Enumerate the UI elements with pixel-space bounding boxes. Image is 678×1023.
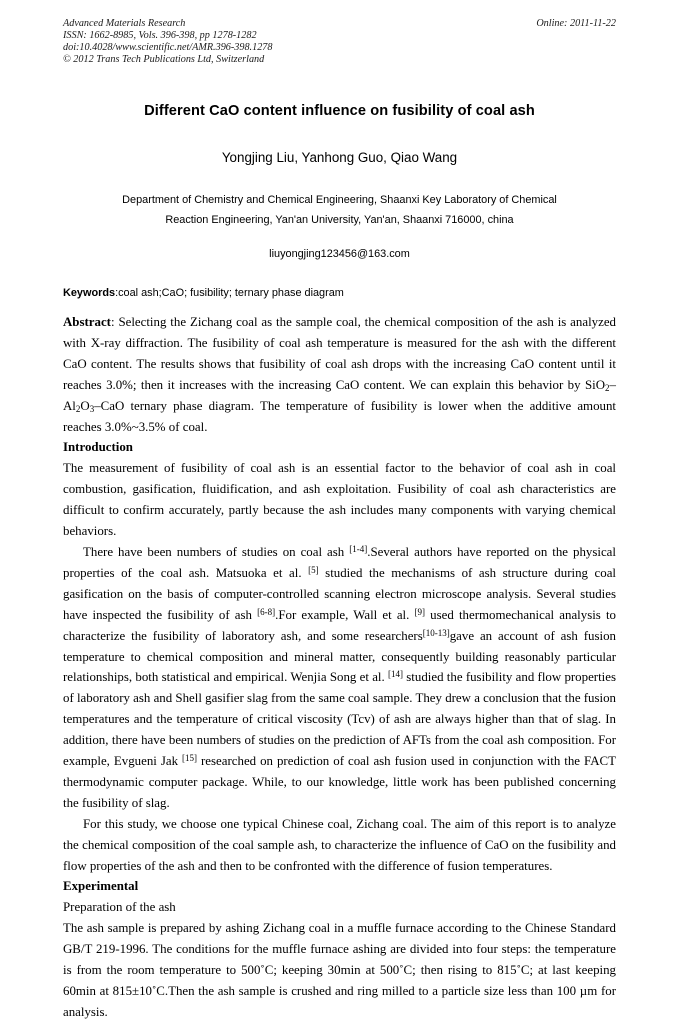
intro-p2-text-h: researched on prediction of coal ash fusion used in conjunction with the FACT thermodynamic computer package. While, to our knowledge, little work has been published concerning the fusibility of slag.	[63, 754, 616, 810]
intro-p2-text-g: studied the fusibility and flow properties of laboratory ash and Shell gasifier slag from the same coal sample. They drew a conclusion that the fusion temperatures and the temperature of critical viscosity (Tcv) of ash are always higher than that of slag. In addition, there have been numbers of studies on the prediction of AFTs from the coal ash composition. For example, Evgueni Jak	[63, 670, 616, 769]
abstract-text-part-1: : Selecting the Zichang coal as the sample coal, the chemical composition of the ash is analyzed with X-ray diffraction. The fusibility of coal ash temperature is measured for the ash with the different CaO content. The results shows that fusibility of coal ash drops with the increasing CaO content until it reaches 3.0%; then it increases with the increasing CaO content. We can explain this behavior by SiO	[63, 315, 616, 392]
intro-p2-text-a: There have been numbers of studies on coal ash	[83, 544, 350, 559]
intro-p2-text-b: .Several authors have reported on the physical properties of the coal ash. Matsuoka et al.	[63, 544, 616, 580]
intro-p2-text-f: gave an account of ash fusion temperature to chemical composition and mineral matter, consequently building reasonably particular relationships, both statistical and empirical. Wenjia Song et al.	[63, 628, 616, 685]
affiliation-line-1: Department of Chemistry and Chemical Engineering, Shaanxi Key Laboratory of Chemical	[122, 194, 557, 206]
author-list: Yongjing Liu, Yanhong Guo, Qiao Wang	[221, 150, 458, 165]
section-heading-introduction: Introduction	[63, 440, 133, 455]
citation-5: [5]	[308, 565, 319, 576]
journal-name: Advanced Materials Research	[63, 18, 186, 29]
affiliation-line-2: Reaction Engineering, Yan'an University, Yan'an, Shaanxi 716000, china	[165, 213, 514, 226]
intro-p2-text-e: used thermomechanical analysis to characterize the fusibility of laboratory ash, and some researchers	[63, 607, 616, 643]
experimental-paragraph-1: The ash sample is prepared by ashing Zichang coal in a muffle furnace according to the Chinese Standard GB/T 219-1996. The conditions for the muffle furnace ashing are divided into four steps: the temperature is from the room temperature to 500˚C; keeping 30min at 500˚C; then rising to 815˚C; at last keeping 60min at 815±10˚C.Then the ash sample is crushed and ring milled to a particle size less than 100 µm for analysis.	[63, 921, 616, 1019]
journal-masthead	[63, 18, 616, 70]
abstract-subscript-3: 3	[89, 403, 95, 414]
intro-p2-text-c: studied the mechanisms of ash structure during coal gasification on the basis of computer-controlled scanning electron microscope analysis. Several studies have inspected the fusibility of ash	[63, 565, 616, 622]
citation-1-4: [1-4]	[349, 544, 368, 555]
online-date: Online: 2011-11-22	[536, 18, 616, 29]
introduction-paragraph-3: For this study, we choose one typical Chinese coal, Zichang coal. The aim of this report is to analyze the chemical composition of the coal sample ash, to characterize the influence of CaO on the fusibility and flow properties of the ash and then to be confronted with the difference of fusion temperatures.	[63, 816, 616, 873]
intro-p2-text-d: .For example, Wall et al.	[275, 607, 415, 622]
citation-10-13: [10-13]	[422, 627, 450, 638]
introduction-paragraph-1: The measurement of fusibility of coal ash is an essential factor to the behavior of coal ash in coal combustion, gasification, fluidification, and ash exploitation. Fusibility of coal ash characteristics are difficult to confirm accurately, partly because the ash includes many components with varying chemical behaviors.	[63, 461, 616, 539]
issn-volume-pages: ISSN: 1662-8985, Vols. 396-398, pp 1278-1282	[63, 29, 257, 41]
keywords-line	[63, 287, 616, 299]
keywords-value: :coal ash;CaO; fusibility; ternary phase diagram	[115, 287, 344, 299]
page-title: Different CaO content influence on fusibility of coal ash	[144, 103, 535, 119]
keywords-label: Keywords	[63, 287, 116, 299]
citation-15: [15]	[182, 753, 198, 764]
abstract-label: Abstract	[63, 315, 111, 329]
copyright-line: © 2012 Trans Tech Publications Ltd, Switzerland	[63, 53, 265, 65]
abstract-paragraph	[63, 312, 616, 437]
abstract-subscript-1: 2	[605, 382, 610, 393]
abstract-text-part-4: –CaO ternary phase diagram. The temperature of fusibility is lower when the additive amount reaches 3.0%~3.5% of coal.	[63, 398, 616, 434]
introduction-paragraph-2	[63, 542, 616, 814]
masthead-left-block	[63, 18, 493, 66]
citation-9: [9]	[414, 606, 426, 617]
section-heading-experimental: Experimental	[63, 879, 139, 894]
abstract-subscript-2: 2	[75, 403, 81, 414]
abstract-text-part-3: O	[80, 398, 90, 413]
article-body	[63, 312, 616, 1023]
citation-6-8: [6-8]	[257, 606, 276, 617]
doi-line: doi:10.4028/www.scientific.net/AMR.396-398.1278	[63, 41, 273, 53]
abstract-text-part-2: –Al	[63, 377, 616, 413]
citation-14: [14]	[388, 669, 403, 680]
subsection-heading-preparation: Preparation of the ash	[63, 900, 176, 915]
contact-email: liuyongjing123456@163.com	[269, 248, 410, 260]
affiliation	[63, 191, 616, 230]
